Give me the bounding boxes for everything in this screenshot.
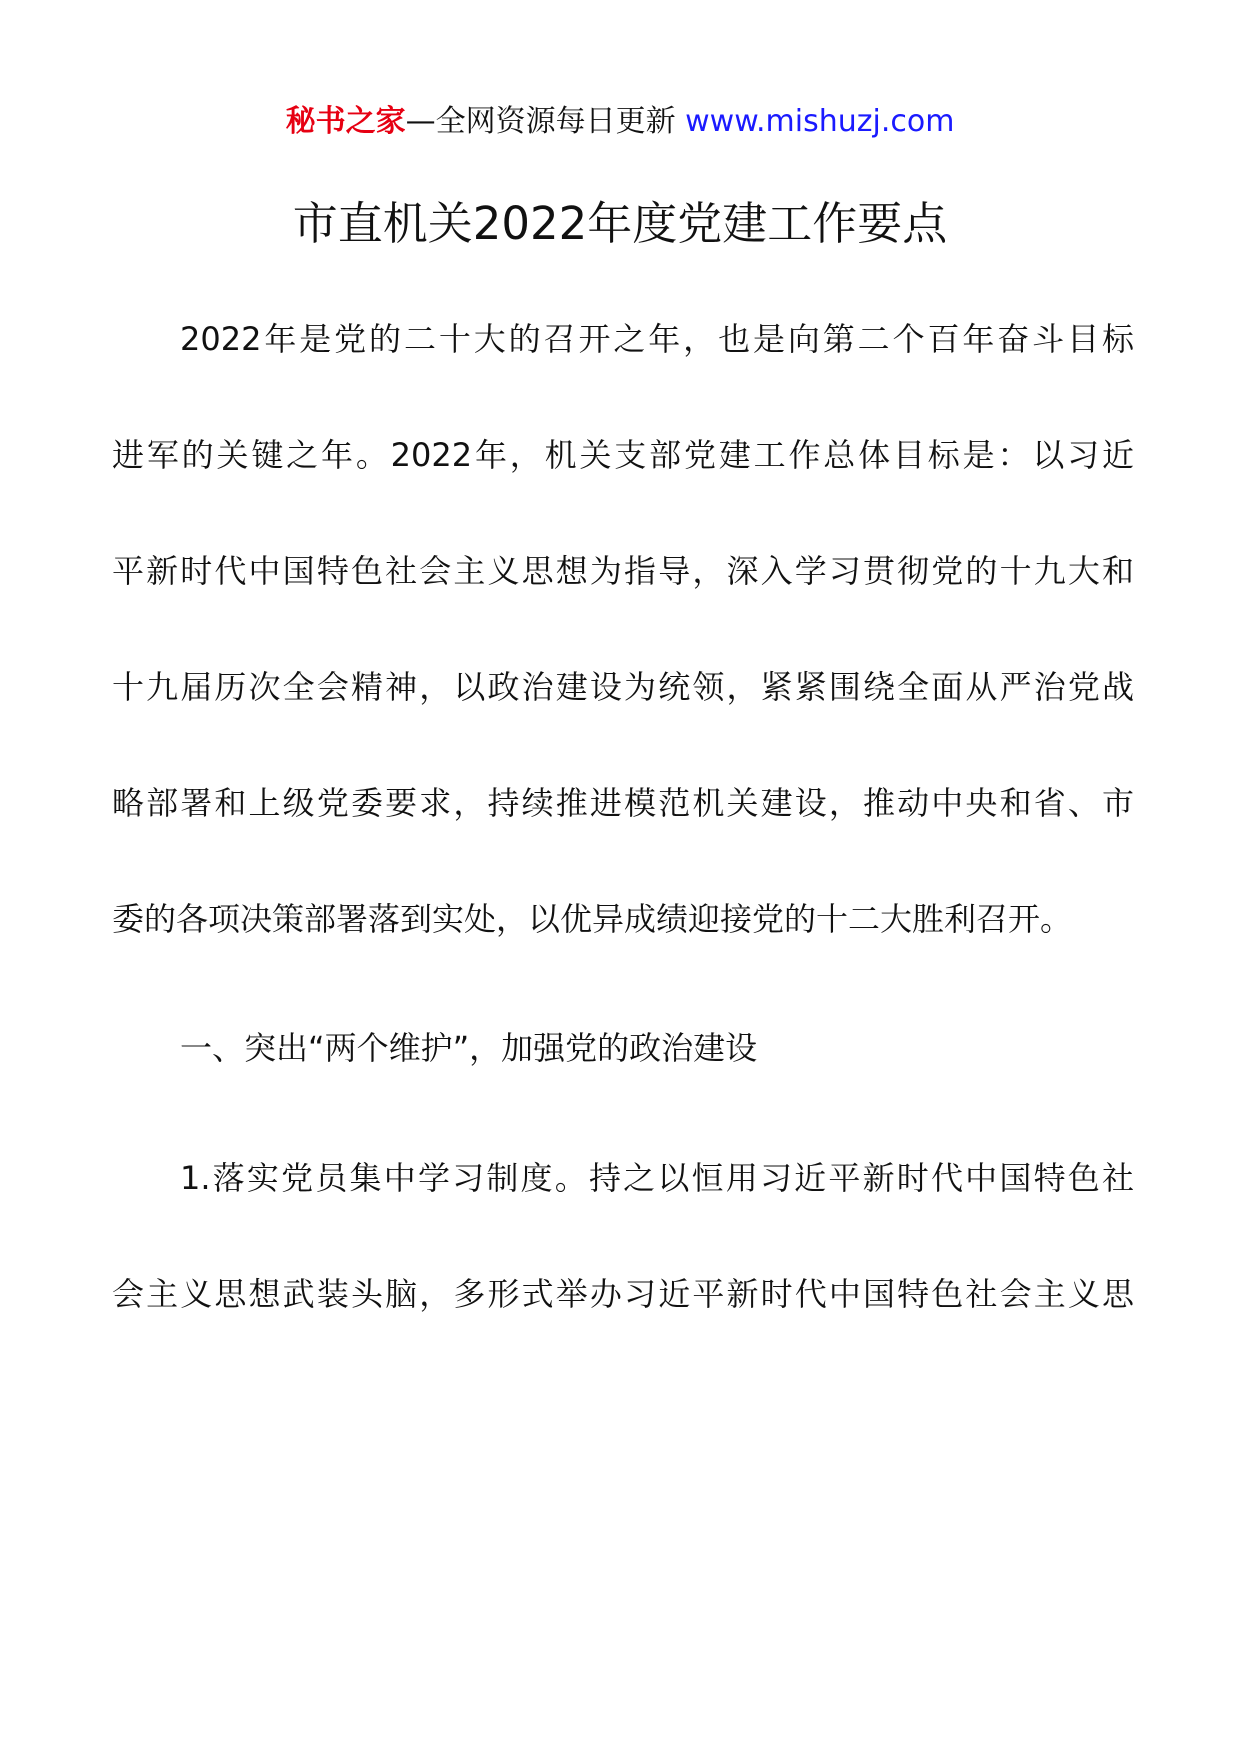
- paragraph-line: 略部署和上级党委要求，持续推进模范机关建设，推动中央和省、市: [112, 784, 1134, 822]
- paragraph-line: 委的各项决策部署落到实处，以优异成绩迎接党的十二大胜利召开。: [112, 900, 1073, 938]
- site-header: [0, 100, 1240, 144]
- site-tagline: —全网资源每日更新: [405, 104, 676, 139]
- document-title: 市直机关2022年度党建工作要点: [292, 197, 948, 250]
- paragraph-line: 2022年是党的二十大的召开之年，也是向第二个百年奋斗目标: [180, 320, 1134, 358]
- paragraph-line: 会主义思想武装头脑，多形式举办习近平新时代中国特色社会主义思: [112, 1275, 1134, 1313]
- paragraph-line: 十九届历次全会精神，以政治建设为统领，紧紧围绕全面从严治党战: [112, 668, 1134, 706]
- site-brand: 秘书之家: [285, 104, 406, 139]
- paragraph-line: 进军的关键之年。2022年，机关支部党建工作总体目标是：以习近: [112, 436, 1134, 474]
- paragraph-line: 1.落实党员集中学习制度。持之以恒用习近平新时代中国特色社: [180, 1159, 1134, 1197]
- site-url-link[interactable]: www.mishuzj.com: [685, 104, 955, 139]
- paragraph-line: 平新时代中国特色社会主义思想为指导，深入学习贯彻党的十九大和: [112, 552, 1134, 590]
- section-heading: 一、突出“两个维护”，加强党的政治建设: [180, 1029, 758, 1067]
